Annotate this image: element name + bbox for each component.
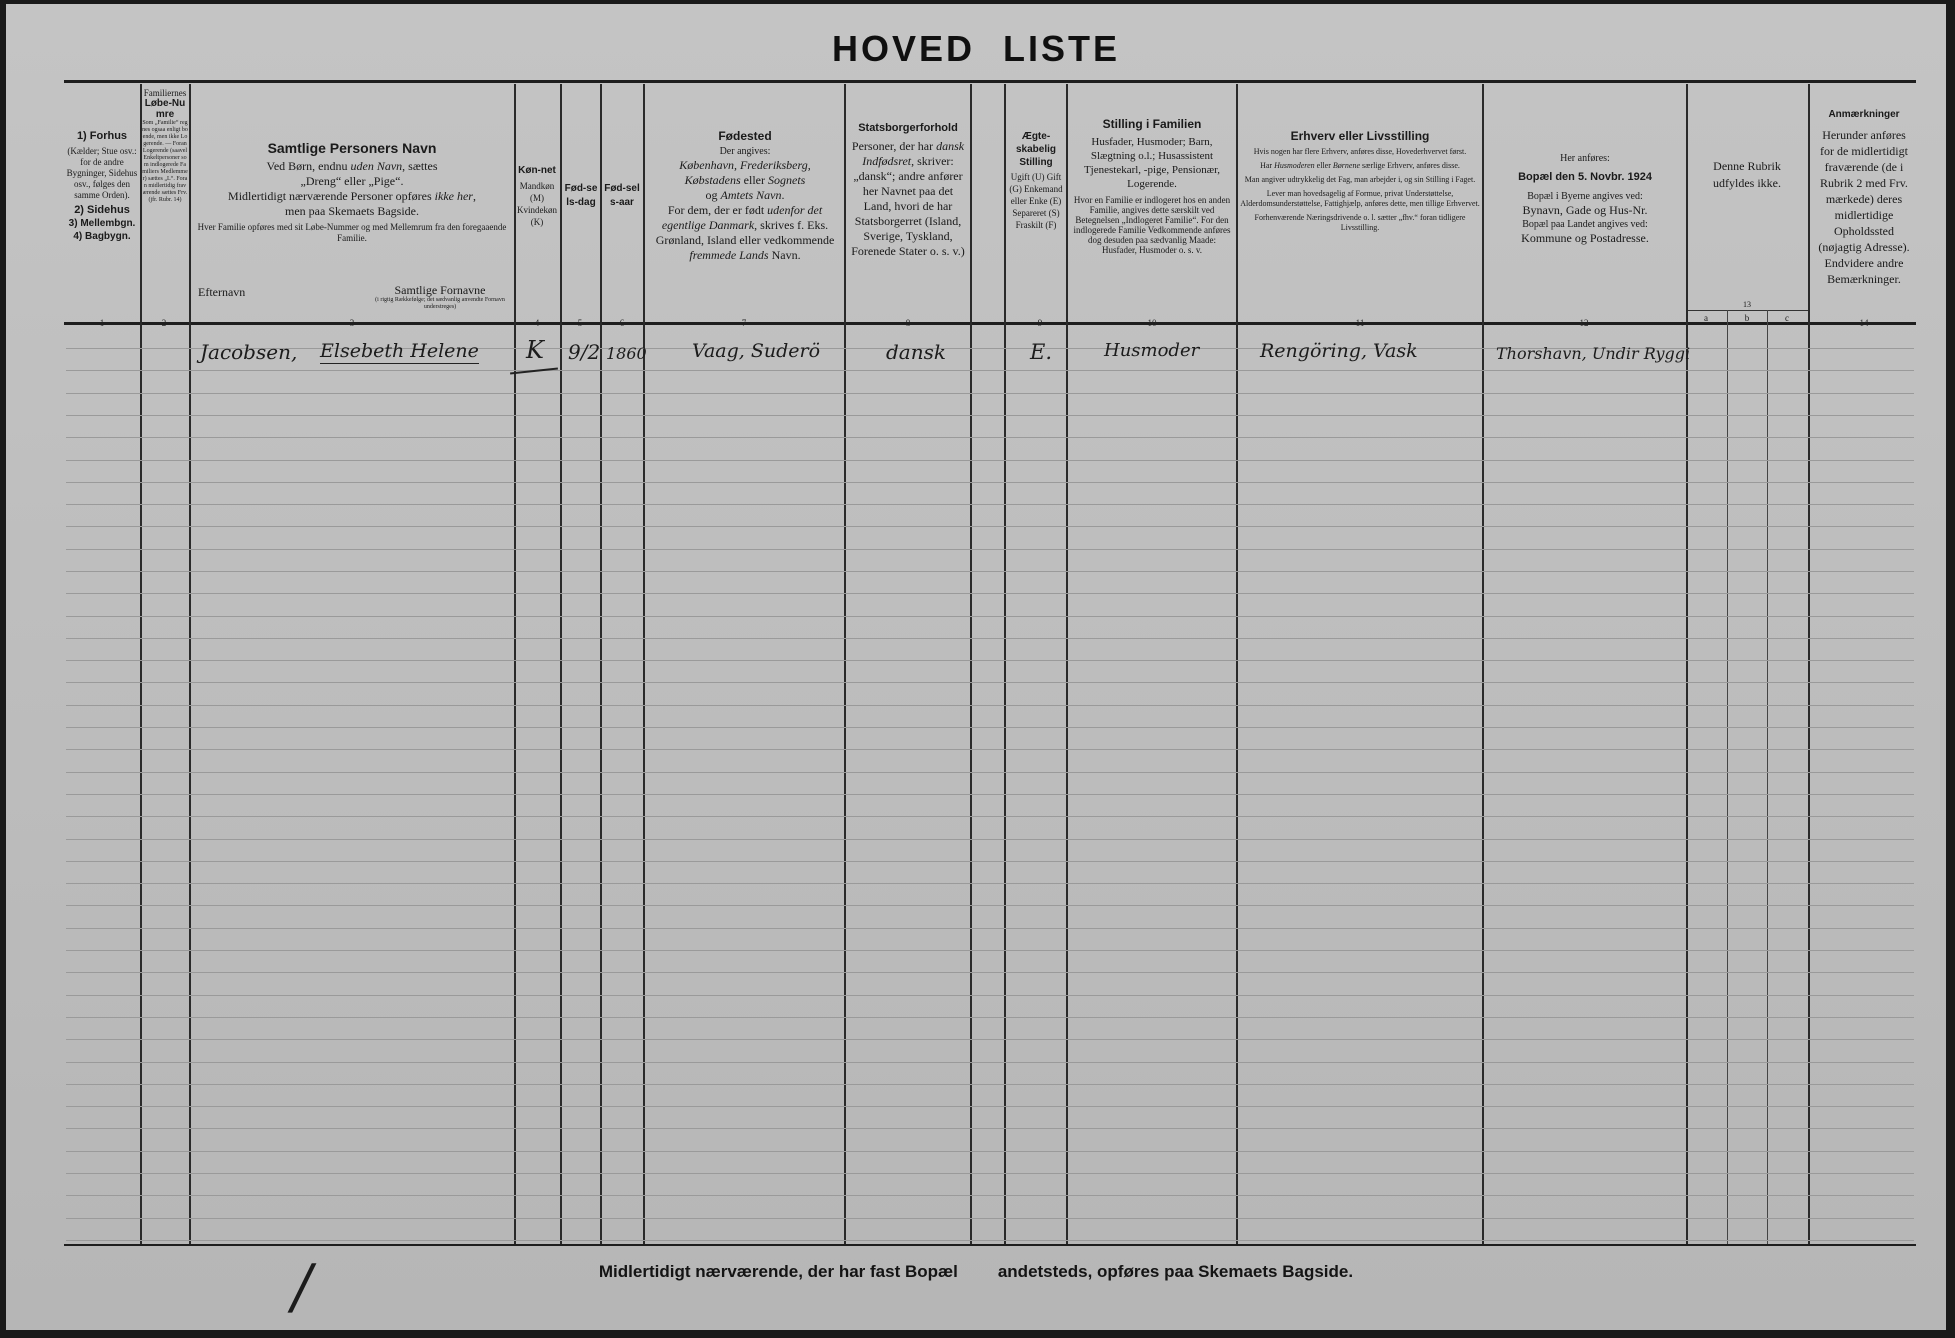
col11-p3: Man angiver udtrykkelig det Fag, man arbejder i, og sin Stilling i Faget. (1244, 175, 1476, 184)
form-title (6, 28, 1946, 70)
colnum-5: 5 (577, 318, 583, 328)
col12-title: Bopæl den 5. Novbr. 1924 (1518, 171, 1652, 183)
col12-p1: Bopæl i Byerne angives ved: (1527, 191, 1643, 202)
ruled-row-line (66, 1039, 1914, 1040)
col14-title: Anmærkninger (1828, 109, 1900, 120)
col3-line2: „Dreng“ eller „Pige“. (300, 174, 404, 188)
col11-title: Erhverv eller Livsstilling (1290, 130, 1430, 143)
col11-p2-b: Husmoderen (1274, 161, 1315, 170)
col8-title: Statsborgerforhold (858, 122, 958, 134)
col3-line1-a: Ved Børn, endnu (266, 159, 348, 173)
ruled-row-line (66, 972, 1914, 973)
entry-erhverv: Rengöring, Vask (1260, 340, 1418, 362)
col12-p2: Bynavn, Gade og Hus-Nr. (1522, 203, 1648, 217)
col-divider-10 (1236, 84, 1238, 1244)
col3-fornavne-note: (i rigtig Rækkefølge; det sædvanlig anvendte Fornavn understreges) (375, 297, 505, 310)
col3-efternavn: Efternavn (198, 286, 246, 299)
col-divider-13a (1727, 310, 1728, 1244)
col2-top: Familiernes (143, 88, 187, 98)
colnum-3: 3 (349, 318, 355, 328)
col7-line2-c: Sognets (768, 173, 806, 187)
col4-text: Mandkøn (M) Kvindekøn (K) (517, 181, 557, 227)
col13-sub-c: c (1785, 313, 1789, 323)
col12-p4: Kommune og Postadresse. (1521, 231, 1649, 245)
ruled-row-line (66, 995, 1914, 996)
entry-aegteskab: E. (1030, 340, 1053, 364)
col8-text-b: dansk Indfødsret (862, 139, 965, 168)
colnum-6: 6 (619, 318, 625, 328)
col7-line2-b: eller (740, 173, 768, 187)
col4-title: Køn-net (518, 165, 556, 176)
col14-text: Herunder anføres for de midlertidigt fraværende (de i Rubrik 2 med Frv. mærkede) deres midlertidige Opholdssted (nøjagtig Adresse). Endvidere andre Bemærkninger. (1818, 128, 1910, 286)
entry-kon: K (526, 336, 544, 364)
col-divider-11 (1482, 84, 1484, 1244)
col11-p2-d: Børnene (1332, 161, 1360, 170)
ruled-row-line (66, 883, 1914, 884)
ruled-row-line (66, 415, 1914, 416)
entry-fodselsdag: 9/2 (568, 340, 601, 364)
col1-bagbygn: 4) Bagbygn. (73, 231, 131, 242)
col6-title: Fød-sels-aar (604, 183, 640, 208)
header-col7 (648, 130, 842, 263)
ruled-row-line (66, 1017, 1914, 1018)
col8-text (848, 139, 968, 259)
col-divider-5 (600, 84, 602, 1244)
col2-text: Som „Familie“ regnes ogsaa enligt boende, men ikke Logerende. — Foran Logerende (saavel Enkeltpersoner som indlogerede Familiers Medlemmer) sættes „L“. Foran midlertidig fraværende sættes Frv. (jfr. Rubr. 14) (142, 120, 188, 203)
header-col14 (1814, 108, 1914, 287)
ruled-row-line (66, 526, 1914, 527)
entry-kon-underline (510, 367, 558, 374)
header-col10 (1070, 118, 1234, 255)
col7-title: Fødested (718, 130, 772, 143)
ruled-row-line (66, 593, 1914, 594)
col7-line3-a: og (705, 188, 721, 202)
col8-text-c: , skriver: „dansk“; andre anfører her Navnet paa det Land, hvori de har Statsborgerret (Island, Sverige, Tyskland, Forenede Stater o. s. v.) (851, 154, 965, 258)
ruled-row-line (66, 482, 1914, 483)
col13-number: 13 (1743, 300, 1751, 309)
col-divider-3 (514, 84, 516, 1244)
entry-stilling: Husmoder (1104, 340, 1200, 361)
col9-text: Ugift (U) Gift (G) Enkemand eller Enke (E) Separeret (S) Fraskilt (F) (1009, 172, 1063, 230)
col3-line3-b: ikke her (434, 189, 473, 203)
header-col11 (1240, 130, 1480, 233)
stray-pen-mark: / (285, 1252, 319, 1322)
ruled-row-line (66, 928, 1914, 929)
col11-p4: Lever man hovedsagelig af Formue, privat Understøttelse, Alderdomsunderstøttelse, Fattighjælp, anføres dette, men tillige Erhvervet. (1240, 189, 1480, 208)
entry-fodested: Vaag, Suderö (692, 340, 821, 362)
col-divider-4 (560, 84, 562, 1244)
ruled-row-line (66, 861, 1914, 862)
header-col1 (66, 130, 138, 243)
col3-line3-a: Midlertidigt nærværende Personer opføres (228, 189, 432, 203)
ruled-row-line (66, 816, 1914, 817)
ruled-row-line (66, 682, 1914, 683)
col9-title: Ægte-skabelig Stilling (1015, 131, 1057, 168)
col7-sub: Der angives: (719, 146, 771, 157)
colnum-1: 1 (99, 318, 105, 328)
census-form-sheet (6, 4, 1946, 1330)
header-top-rule (64, 80, 1916, 83)
header-col13 (1706, 158, 1788, 192)
colnum-8: 8 (905, 318, 911, 328)
entry-fodselsaar: 1860 (606, 344, 647, 363)
col12-sub: Her anføres: (1560, 153, 1610, 164)
col7-line4-b: udenfor det egentlige Danmark (661, 203, 823, 232)
colnum-12: 12 (1579, 318, 1589, 328)
ruled-row-line (66, 749, 1914, 750)
col-divider-12 (1686, 84, 1688, 1244)
colnum-10: 10 (1147, 318, 1157, 328)
ruled-row-line (66, 638, 1914, 639)
colnum-14: 14 (1859, 318, 1869, 328)
col-divider-6 (643, 84, 645, 1244)
col11-p2-e: særlige Erhverv, anføres disse. (1360, 161, 1460, 170)
ruled-row-line (66, 839, 1914, 840)
col1-mellembgn: 3) Mellembgn. (68, 218, 136, 229)
col3-fornavne (368, 284, 512, 311)
col7-line4-e: Navn. (768, 248, 801, 262)
col11-p1: Hvis nogen har flere Erhverv, anføres disse, Hovederhvervet først. (1253, 147, 1467, 156)
col-divider-8b (1004, 84, 1006, 1244)
col7-line2 (648, 173, 842, 188)
ruled-row-line (66, 1195, 1914, 1196)
col-divider-7 (844, 84, 846, 1244)
col-divider-13b (1767, 310, 1768, 1244)
ruled-row-line (66, 705, 1914, 706)
colnum-4: 4 (534, 318, 540, 328)
header-col4 (516, 164, 558, 228)
col7-line3-c: . (781, 188, 785, 202)
colnum-9: 9 (1037, 318, 1043, 328)
col7-line4-d: fremmede Lands (689, 248, 769, 262)
header-col12 (1486, 152, 1684, 246)
col11-p5: Forhenværende Næringsdrivende o. l. sætter „fhv.“ foran tidligere Livsstilling. (1254, 213, 1466, 232)
ruled-row-line (66, 1106, 1914, 1107)
ruled-row-line (66, 549, 1914, 550)
ruled-row-line (66, 504, 1914, 505)
header-col2 (142, 88, 188, 204)
col13-text: Denne Rubrik udfyldes ikke. (1713, 159, 1781, 190)
ruled-row-line (66, 1151, 1914, 1152)
col10-text1: Husfader, Husmoder; Barn, Slægtning o.l.; Husassistent Tjenestekarl, -pige, Pensionær, Logerende. (1083, 136, 1221, 190)
entry-efternavn: Jacobsen, (200, 340, 298, 364)
col-divider-2 (189, 84, 191, 1244)
ruled-row-line (66, 1240, 1914, 1241)
col7-line3 (648, 188, 842, 203)
col7-line3-b: Amtets Navn (720, 188, 782, 202)
header-col9 (1008, 130, 1064, 231)
table-bottom-rule (64, 1244, 1916, 1246)
ruled-row-line (66, 660, 1914, 661)
col1-text: (Kælder; Stue osv.: for de andre Bygninger, Sidehus osv., følges den samme Orden). (66, 146, 138, 200)
col7-line4 (648, 203, 842, 263)
colnum-2: 2 (161, 318, 167, 328)
footer-part-2: andetsteds, opføres paa Skemaets Bagside. (997, 1262, 1354, 1281)
col11-p2-c: eller (1314, 161, 1333, 170)
ruled-row-line (66, 1173, 1914, 1174)
ruled-row-line (66, 460, 1914, 461)
ruled-row-line (66, 727, 1914, 728)
col3-line5: Hver Familie opføres med sit Løbe-Nummer og med Mellemrum fra den foregaaende Familie. (197, 222, 507, 243)
colnum-11: 11 (1355, 318, 1365, 328)
ruled-row-line (66, 393, 1914, 394)
ruled-row-line (66, 905, 1914, 906)
col7-line2-a: Købstadens (684, 173, 741, 187)
title-part-2: LISTE (1003, 28, 1121, 69)
col13-sub-b: b (1744, 313, 1750, 323)
col3-line1 (194, 159, 510, 174)
entry-statsborger: dansk (886, 340, 946, 364)
col12-p3: Bopæl paa Landet angives ved: (1522, 219, 1648, 230)
ruled-row-line (66, 1128, 1914, 1129)
ruled-row-line (66, 950, 1914, 951)
col13-sub-a: a (1704, 313, 1708, 323)
ruled-row-line (66, 1218, 1914, 1219)
col2-title: Løbe-Numre (144, 98, 186, 120)
ruled-row-line (66, 1062, 1914, 1063)
col1-sidehus: 2) Sidehus (74, 204, 130, 216)
ruled-row-line (66, 616, 1914, 617)
ruled-row-line (66, 437, 1914, 438)
ruled-row-line (66, 794, 1914, 795)
header-col6 (604, 182, 640, 210)
col-divider-13 (1808, 84, 1810, 1244)
entry-bopael: Thorshavn, Undir Ryggi (1496, 344, 1691, 363)
header-col8 (848, 122, 968, 259)
title-part-1: HOVED (831, 28, 975, 69)
col-divider-8a (970, 84, 972, 1244)
col11-p2-a: Har (1260, 161, 1275, 170)
col7-line4-a: For dem, der er født (667, 203, 768, 217)
col11-p2 (1240, 161, 1480, 171)
col3-line3-c: , (472, 189, 476, 203)
col-divider-1 (140, 84, 142, 1244)
entry-fornavne: Elsebeth Helene (320, 340, 479, 362)
ruled-row-line (66, 772, 1914, 773)
col10-title: Stilling i Familien (1102, 118, 1202, 131)
col3-line4: men paa Skemaets Bagside. (285, 204, 419, 218)
ruled-row-line (66, 571, 1914, 572)
col3-line3 (194, 189, 510, 204)
footer-part-1: Midlertidigt nærværende, der har fast Bopæl (598, 1262, 958, 1281)
col3-line1-b: uden Navn (350, 159, 403, 173)
header-col5 (564, 182, 598, 210)
col-divider-9 (1066, 84, 1068, 1244)
colnum-7: 7 (741, 318, 747, 328)
col3-title: Samtlige Personers Navn (267, 142, 437, 156)
col1-forhus: 1) Forhus (76, 130, 128, 142)
col7-line4-c: , skrives f. Eks. Grønland, Island eller vedkommende (655, 218, 835, 247)
header-col3 (194, 142, 510, 244)
col10-text2: Hvor en Familie er indlogeret hos en anden Familie, angives dette særskilt ved Betegnelsen „Indlogeret Familie“. For den indlogerede Familie Vedkommende anføres dog desuden paa sædvanlig Maade: Husfader, Husmoder o. s. v. (1073, 195, 1231, 255)
col3-fornavne-label: Samtlige Fornavne (394, 284, 486, 297)
col3-line1-c: , sættes (402, 159, 438, 173)
ruled-row-line (66, 1084, 1914, 1085)
col7-line1: København, Frederiksberg, (679, 158, 811, 172)
col8-text-a: Personer, der har (851, 139, 937, 153)
ruled-row-line (66, 370, 1914, 371)
col5-title: Fød-sels-dag (564, 183, 598, 208)
